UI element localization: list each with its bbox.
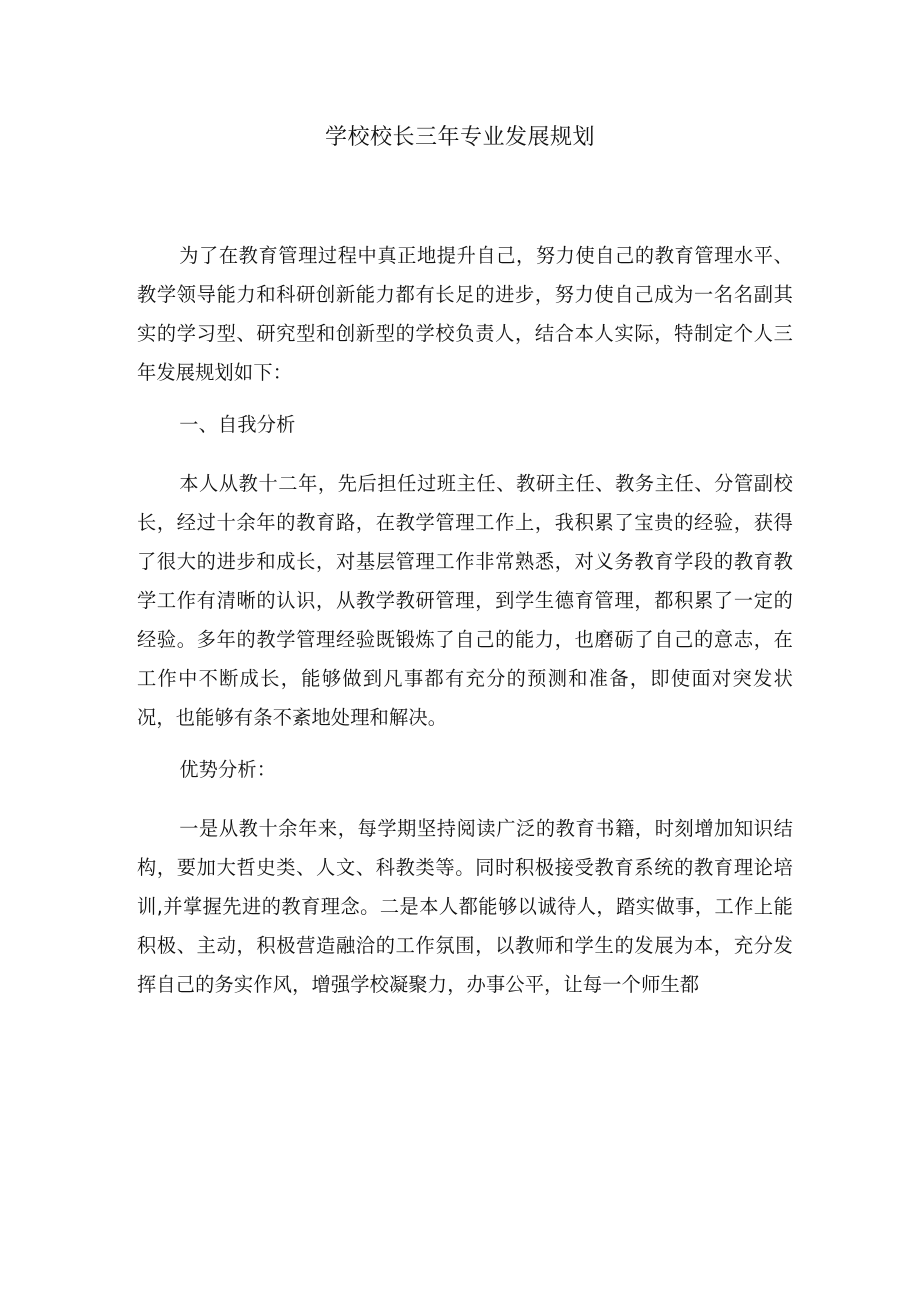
strengths-paragraph: 一是从教十余年来，每学期坚持阅读广泛的教育书籍，时刻增加知识结构，要加大哲史类、人文、科教类等。同时积极接受教育系统的教育理论培训,并掌握先进的教育理念。二是本人都能够以诚待人，踏实做事，工作上能积极、主动，积极营造融洽的工作氛围，以教师和学生的发展为本，充分发挥自己的务实作风，增强学校凝聚力，办事公平，让每一个师生都	[137, 817, 793, 996]
intro-paragraph: 为了在教育管理过程中真正地提升自己，努力使自己的教育管理水平、教学领导能力和科研创新能力都有长足的进步，努力使自己成为一名名副其实的学习型、研究型和创新型的学校负责人，结合本人实际，特制定个人三年发展规划如下：	[137, 244, 793, 384]
document-title: 学校校长三年专业发展规划	[324, 125, 595, 150]
document-body	[137, 236, 793, 1017]
section-heading-strengths: 优势分析：	[179, 758, 277, 781]
section-heading-self-analysis: 一、自我分析	[179, 413, 296, 436]
self-analysis-paragraph: 本人从教十二年，先后担任过班主任、教研主任、教务主任、分管副校长，经过十余年的教育路，在教学管理工作上，我积累了宝贵的经验，获得了很大的进步和成长，对基层管理工作非常熟悉，对义务教育学段的教育教学工作有清晰的认识，从教学教研管理，到学生德育管理，都积累了一定的经验。多年的教学管理经验既锻炼了自己的能力，也磨砺了自己的意志，在工作中不断成长，能够做到凡事都有充分的预测和准备，即使面对突发状况，也能够有条不紊地处理和解决。	[137, 472, 793, 729]
